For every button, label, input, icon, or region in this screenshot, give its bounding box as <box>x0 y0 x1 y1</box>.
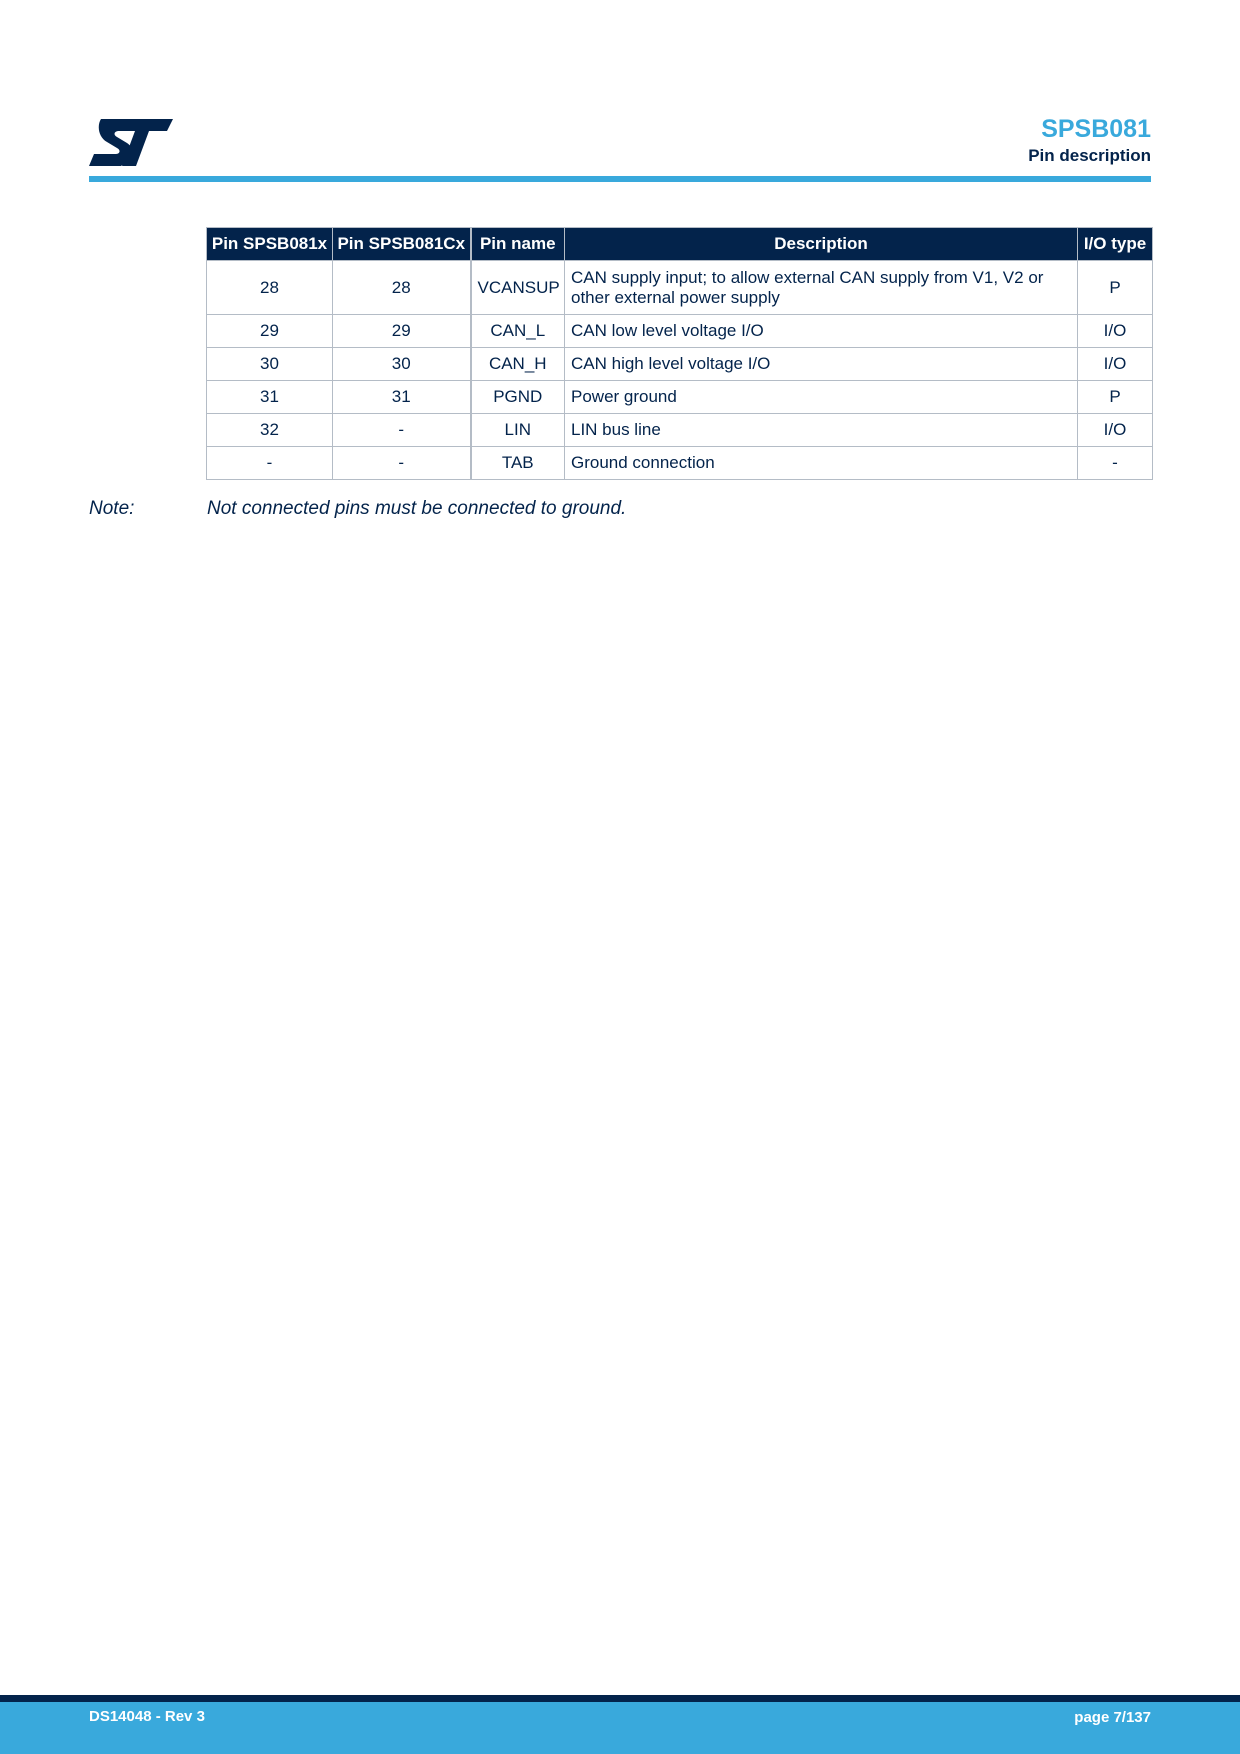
note-label: Note: <box>89 498 135 519</box>
column-header: Pin SPSB081x <box>207 228 333 261</box>
io-type-cell: - <box>1078 447 1153 480</box>
pin-name-cell: VCANSUP <box>471 261 565 315</box>
doc-revision: DS14048 - Rev 3 <box>89 1708 205 1725</box>
note-text: Not connected pins must be connected to ground. <box>207 498 627 519</box>
column-header: Description <box>565 228 1078 261</box>
column-header: Pin SPSB081Cx <box>333 228 471 261</box>
io-type-cell: I/O <box>1078 315 1153 348</box>
table-row <box>207 315 1153 348</box>
io-type-cell: I/O <box>1078 414 1153 447</box>
pin-x-cell: 31 <box>207 381 333 414</box>
st-logo <box>89 119 173 166</box>
pin-cx-cell: 30 <box>333 348 471 381</box>
table-row <box>207 447 1153 480</box>
table-row <box>207 261 1153 315</box>
section-title: Pin description <box>1028 146 1151 165</box>
io-type-cell: I/O <box>1078 348 1153 381</box>
pin-name-cell: PGND <box>471 381 565 414</box>
pin-name-cell: CAN_L <box>471 315 565 348</box>
pin-x-cell: 32 <box>207 414 333 447</box>
description-cell: CAN low level voltage I/O <box>565 315 1078 348</box>
table-header-row <box>207 228 1153 261</box>
pin-name-cell: CAN_H <box>471 348 565 381</box>
page-number: page 7/137 <box>1074 1709 1151 1726</box>
io-type-cell: P <box>1078 381 1153 414</box>
pin-cx-cell: - <box>333 414 471 447</box>
document-title: SPSB081 <box>1041 115 1151 143</box>
column-header: Pin name <box>471 228 565 261</box>
description-cell: CAN supply input; to allow external CAN supply from V1, V2 or other external power supply <box>565 261 1078 315</box>
description-cell: LIN bus line <box>565 414 1078 447</box>
table-row <box>207 381 1153 414</box>
pin-x-cell: 30 <box>207 348 333 381</box>
column-header: I/O type <box>1078 228 1153 261</box>
footer-dark-band <box>0 1695 1240 1702</box>
pin-cx-cell: 29 <box>333 315 471 348</box>
pin-x-cell: 28 <box>207 261 333 315</box>
pin-description-table <box>206 227 1153 480</box>
pin-x-cell: 29 <box>207 315 333 348</box>
pin-name-cell: TAB <box>471 447 565 480</box>
description-cell: Power ground <box>565 381 1078 414</box>
io-type-cell: P <box>1078 261 1153 315</box>
pin-cx-cell: 31 <box>333 381 471 414</box>
description-cell: CAN high level voltage I/O <box>565 348 1078 381</box>
pin-x-cell: - <box>207 447 333 480</box>
pin-cx-cell: - <box>333 447 471 480</box>
description-cell: Ground connection <box>565 447 1078 480</box>
pin-cx-cell: 28 <box>333 261 471 315</box>
pin-name-cell: LIN <box>471 414 565 447</box>
table-row <box>207 348 1153 381</box>
header-rule <box>89 176 1151 182</box>
table-row <box>207 414 1153 447</box>
